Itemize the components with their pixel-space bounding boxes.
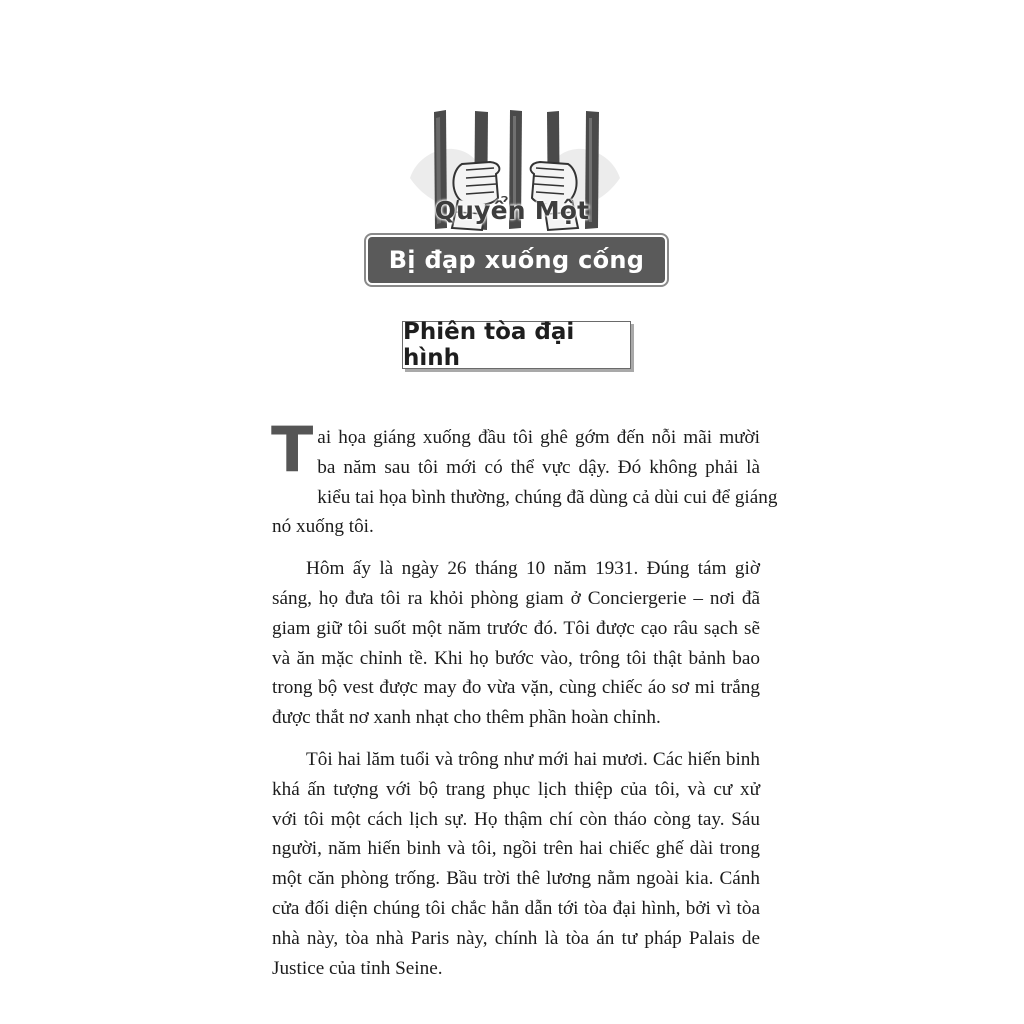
text-line: trong bộ vest được may đo vừa vặn, cùng chiếc áo sơ mi trắng — [272, 677, 760, 699]
text-line: giam giữ tôi suốt một năm trước đó. Tôi được cạo râu sạch sẽ — [272, 617, 760, 639]
text-line: được thắt nơ xanh nhạt cho thêm phần hoàn chỉnh. — [272, 707, 661, 729]
text-line: và ăn mặc chỉnh tề. Khi họ bước vào, trông tôi thật bảnh bao — [272, 647, 760, 669]
part-title: Bị đạp xuống cống — [388, 246, 645, 274]
drop-cap: T — [271, 413, 314, 486]
text-line: nhà này, tòa nhà Paris này, chính là tòa án tư pháp Palais de — [272, 927, 760, 949]
part-title-banner — [366, 235, 667, 285]
text-line: nó xuống tôi. — [272, 516, 374, 538]
chapter-title-box — [402, 321, 631, 369]
text-line: với tôi một cách lịch sự. Họ thậm chí còn tháo còng tay. Sáu — [272, 808, 760, 830]
book-label: Quyển Một — [434, 196, 590, 225]
text-line: kiểu tai họa bình thường, chúng đã dùng cả dùi cui để giáng — [317, 486, 778, 508]
text-line: Tôi hai lăm tuổi và trông như mới hai mươi. Các hiến binh — [306, 748, 760, 770]
paragraph-3 — [272, 745, 760, 983]
text-line: cửa đối diện chúng tôi chắc hẳn dẫn tới tòa đại hình, bởi vì tòa — [272, 897, 760, 919]
text-line: ba năm sau tôi mới có thể vực dậy. Đó không phải là — [317, 456, 760, 478]
chapter-title: Phiên tòa đại hình — [403, 319, 575, 371]
text-line: một căn phòng trống. Bầu trời thê lương nằm ngoài kia. Cánh — [272, 868, 760, 890]
text-line: khá ấn tượng với bộ trang phục lịch thiệp của tôi, và cư xử — [272, 778, 760, 800]
text-line: ai họa giáng xuống đầu tôi ghê gớm đến nỗi mãi mười — [317, 427, 760, 448]
paragraph-1 — [271, 413, 778, 542]
paragraph-2 — [272, 554, 760, 733]
text-line: sáng, họ đưa tôi ra khỏi phòng giam ở Conciergerie – nơi đã — [272, 587, 760, 609]
text-line: Justice của tỉnh Seine. — [272, 957, 443, 979]
chapter-body — [271, 413, 778, 983]
text-line: người, năm hiến binh và tôi, ngồi trên hai chiếc ghế dài trong — [272, 838, 760, 860]
text-line: Hôm ấy là ngày 26 tháng 10 năm 1931. Đúng tám giờ — [306, 558, 760, 580]
